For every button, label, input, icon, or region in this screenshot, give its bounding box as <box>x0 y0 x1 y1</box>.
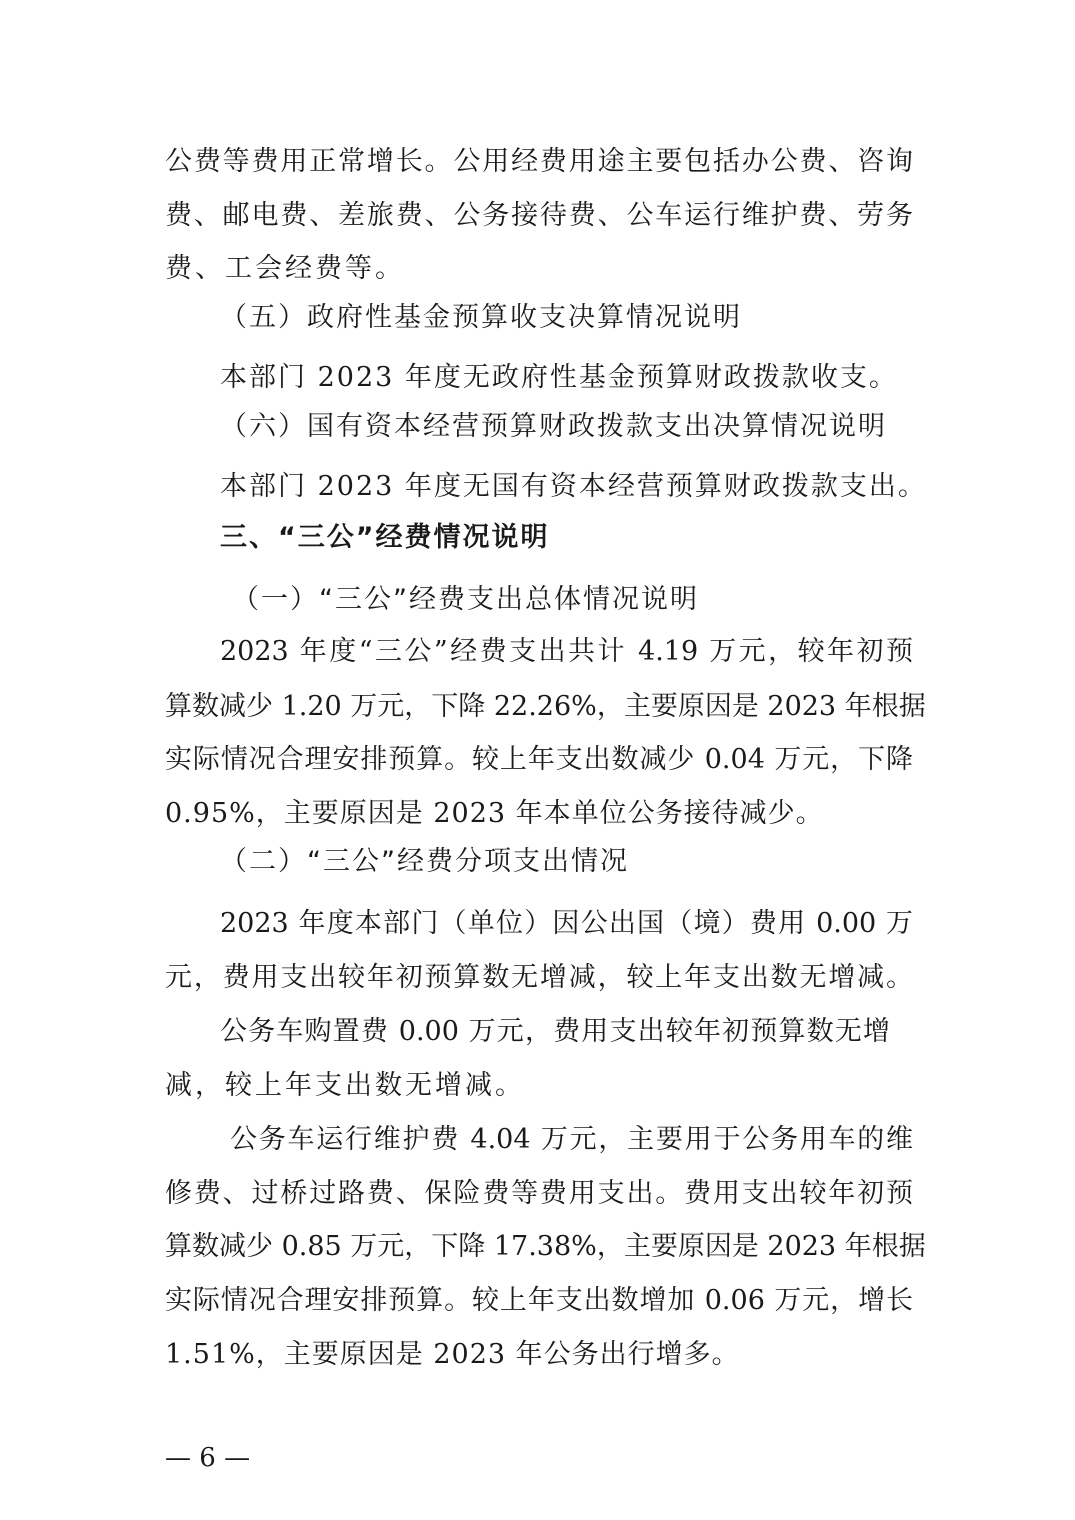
paragraph-line: 费、邮电费、差旅费、公务接待费、公车运行维护费、劳务 <box>165 200 913 231</box>
paragraph-line: 元，费用支出较年初预算数无增减，较上年支出数无增减。 <box>165 962 913 993</box>
paragraph-line: 公务车购置费 0.00 万元，费用支出较年初预算数无增 <box>220 1016 890 1047</box>
subsection-heading-2: （二）“三公”经费分项支出情况 <box>220 846 629 877</box>
paragraph-line: 算数减少 1.20 万元，下降 22.26%，主要原因是 2023 年根据 <box>165 691 926 722</box>
paragraph-line: 2023 年度本部门（单位）因公出国（境）费用 0.00 万 <box>220 908 913 939</box>
page-number: — 6 — <box>165 1443 251 1473</box>
paragraph-line: 公务车运行维护费 4.04 万元，主要用于公务用车的维 <box>230 1124 913 1155</box>
paragraph-line: 实际情况合理安排预算。较上年支出数增加 0.06 万元，增长 <box>165 1285 913 1316</box>
paragraph-line: 本部门 2023 年度无政府性基金预算财政拨款收支。 <box>220 362 898 393</box>
section-heading-three-public: 三、“三公”经费情况说明 <box>220 522 550 553</box>
paragraph-line: 1.51%，主要原因是 2023 年公务出行增多。 <box>165 1339 740 1370</box>
paragraph-line: 本部门 2023 年度无国有资本经营预算财政拨款支出。 <box>220 471 927 502</box>
paragraph-line: 2023 年度“三公”经费支出共计 4.19 万元，较年初预 <box>220 636 913 667</box>
paragraph-line: 减，较上年支出数无增减。 <box>165 1070 525 1101</box>
section-heading-6: （六）国有资本经营预算财政拨款支出决算情况说明 <box>220 411 887 442</box>
paragraph-line: 公费等费用正常增长。公用经费用途主要包括办公费、咨询 <box>165 146 913 177</box>
paragraph-line: 修费、过桥过路费、保险费等费用支出。费用支出较年初预 <box>165 1178 913 1209</box>
subsection-heading-1: （一）“三公”经费支出总体情况说明 <box>232 584 699 615</box>
section-heading-5: （五）政府性基金预算收支决算情况说明 <box>220 302 742 333</box>
paragraph-line: 实际情况合理安排预算。较上年支出数减少 0.04 万元，下降 <box>165 744 913 775</box>
paragraph-line: 算数减少 0.85 万元，下降 17.38%，主要原因是 2023 年根据 <box>165 1231 926 1262</box>
paragraph-line: 0.95%，主要原因是 2023 年本单位公务接待减少。 <box>165 798 824 829</box>
paragraph-line: 费、工会经费等。 <box>165 253 405 284</box>
